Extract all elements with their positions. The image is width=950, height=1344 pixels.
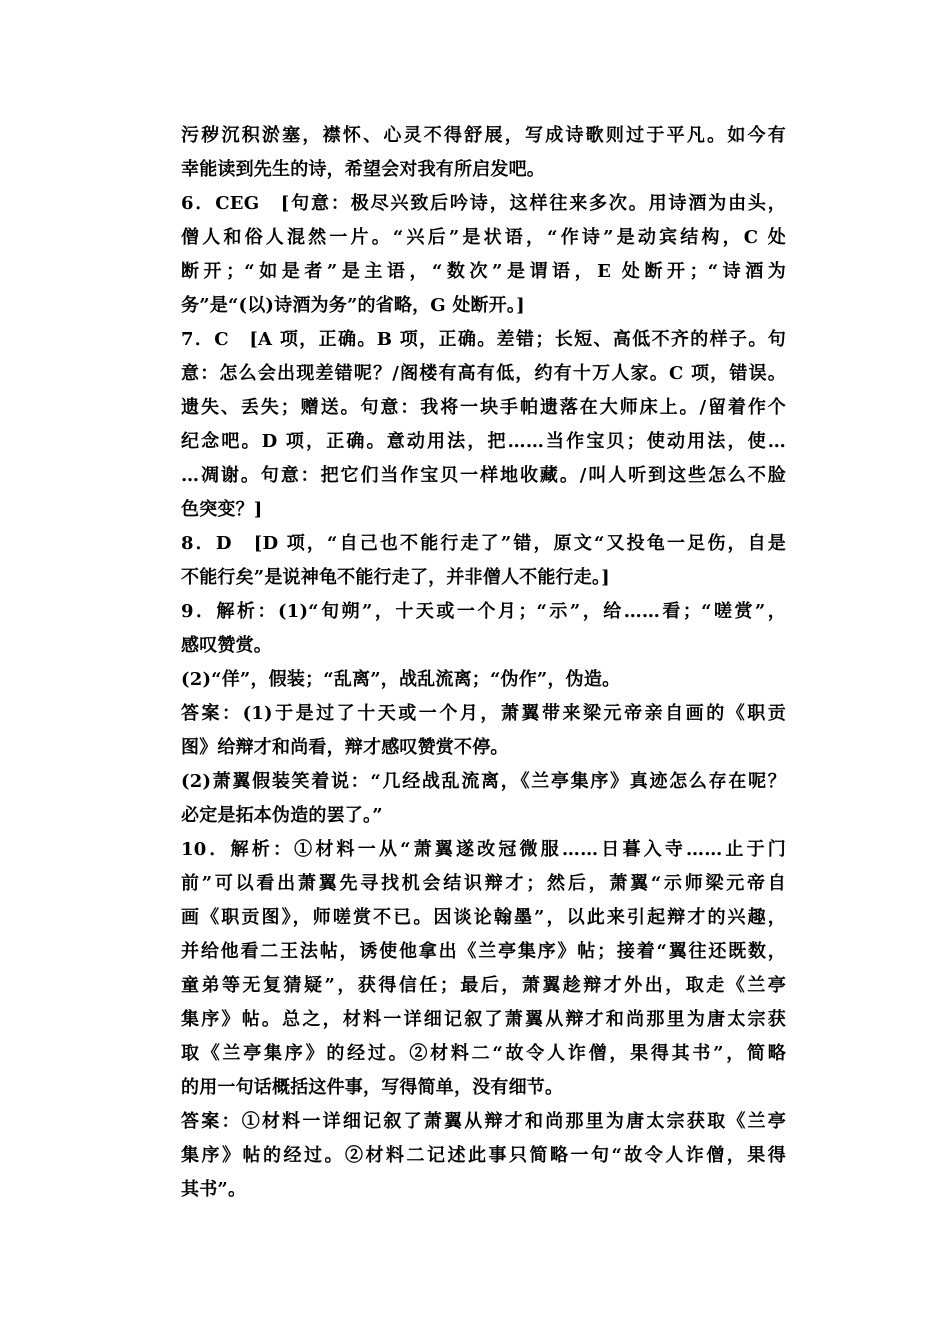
answer-document [181, 119, 786, 1207]
text-line: (2)“佯”，假装；“乱离”，战乱流离；“伪作”，伪造。 [181, 669, 621, 690]
text-line: 并给他看二王法帖，诱使他拿出《兰亭集序》帖；接着“翼往还既数， [181, 941, 786, 962]
text-line: 意：怎么会出现差错呢？/阁楼有高有低，约有十万人家。C 项，错误。 [181, 363, 786, 384]
text-line: 的用一句话概括这件事，写得简单，没有细节。 [181, 1077, 564, 1098]
answer-6-line: 6．CEG [句意：极尽兴致后吟诗，这样往来多次。用诗酒为由头， [181, 193, 786, 214]
text-line: 集序》帖的经过。②材料二记述此事只简略一句“故令人诈僧，果得 [181, 1145, 786, 1166]
text-line: 童弟等无复猜疑”，获得信任；最后，萧翼趁辩才外出，取走《兰亭 [181, 975, 786, 996]
answer-label-line: 答案：①材料一详细记叙了萧翼从辩才和尚那里为唐太宗获取《兰亭 [181, 1111, 786, 1132]
text-line: 画《职贡图》，师嗟赏不已。因谈论翰墨”，以此来引起辩才的兴趣， [181, 907, 786, 928]
text-line: 其书”。 [181, 1179, 247, 1200]
text-line: (2)萧翼假装笑着说：“几经战乱流离，《兰亭集序》真迹怎么存在呢？ [181, 771, 786, 792]
text-line: 断开；“如是者”是主语，“数次”是谓语，E 处断开；“诗酒为 [181, 261, 786, 282]
text-line: 不能行矣”是说神龟不能行走了，并非僧人不能行走。] [181, 567, 610, 588]
answer-10-line: 10．解析：①材料一从“萧翼遂改冠微服……日暮入寺……止于门 [181, 839, 786, 860]
text-line: …凋谢。句意：把它们当作宝贝一样地收藏。/叫人听到这些怎么不脸 [181, 465, 786, 486]
text-line: 幸能读到先生的诗，希望会对我有所启发吧。 [181, 159, 545, 180]
text-line: 必定是拓本伪造的罢了。” [181, 805, 383, 826]
text-line: 取《兰亭集序》的经过。②材料二“故令人诈僧，果得其书”，简略 [181, 1043, 786, 1064]
answer-9-line: 9．解析：(1)“旬朔”，十天或一个月；“示”，给……看；“嗟赏”， [181, 601, 786, 622]
text-line: 污秽沉积淤塞，襟怀、心灵不得舒展，写成诗歌则过于平凡。如今有 [181, 125, 786, 146]
text-line: 遗失、丢失；赠送。句意：我将一块手帕遗落在大师床上。/留着作个 [181, 397, 786, 418]
text-line: 色突变？] [181, 499, 263, 520]
text-line: 图》给辩才和尚看，辩才感叹赞赏不停。 [181, 737, 509, 758]
text-line: 僧人和俗人混然一片。“兴后”是状语，“作诗”是动宾结构，C 处 [181, 227, 786, 248]
answer-7-line: 7．C [A 项，正确。B 项，正确。差错；长短、高低不齐的样子。句 [181, 329, 786, 350]
text-line: 集序》帖。总之，材料一详细记叙了萧翼从辩才和尚那里为唐太宗获 [181, 1009, 786, 1030]
answer-8-line: 8．D [D 项，“自己也不能行走了”错，原文“又投龟一足伤，自是 [181, 533, 786, 554]
text-line: 纪念吧。D 项，正确。意动用法，把……当作宝贝；使动用法，使… [181, 431, 786, 452]
text-line: 前”可以看出萧翼先寻找机会结识辩才；然后，萧翼“示师梁元帝自 [181, 873, 786, 894]
text-line: 感叹赞赏。 [181, 635, 272, 656]
text-line: 务”是“(以)诗酒为务”的省略，G 处断开。] [181, 295, 525, 316]
answer-label-line: 答案：(1)于是过了十天或一个月，萧翼带来梁元帝亲自画的《职贡 [181, 703, 786, 724]
